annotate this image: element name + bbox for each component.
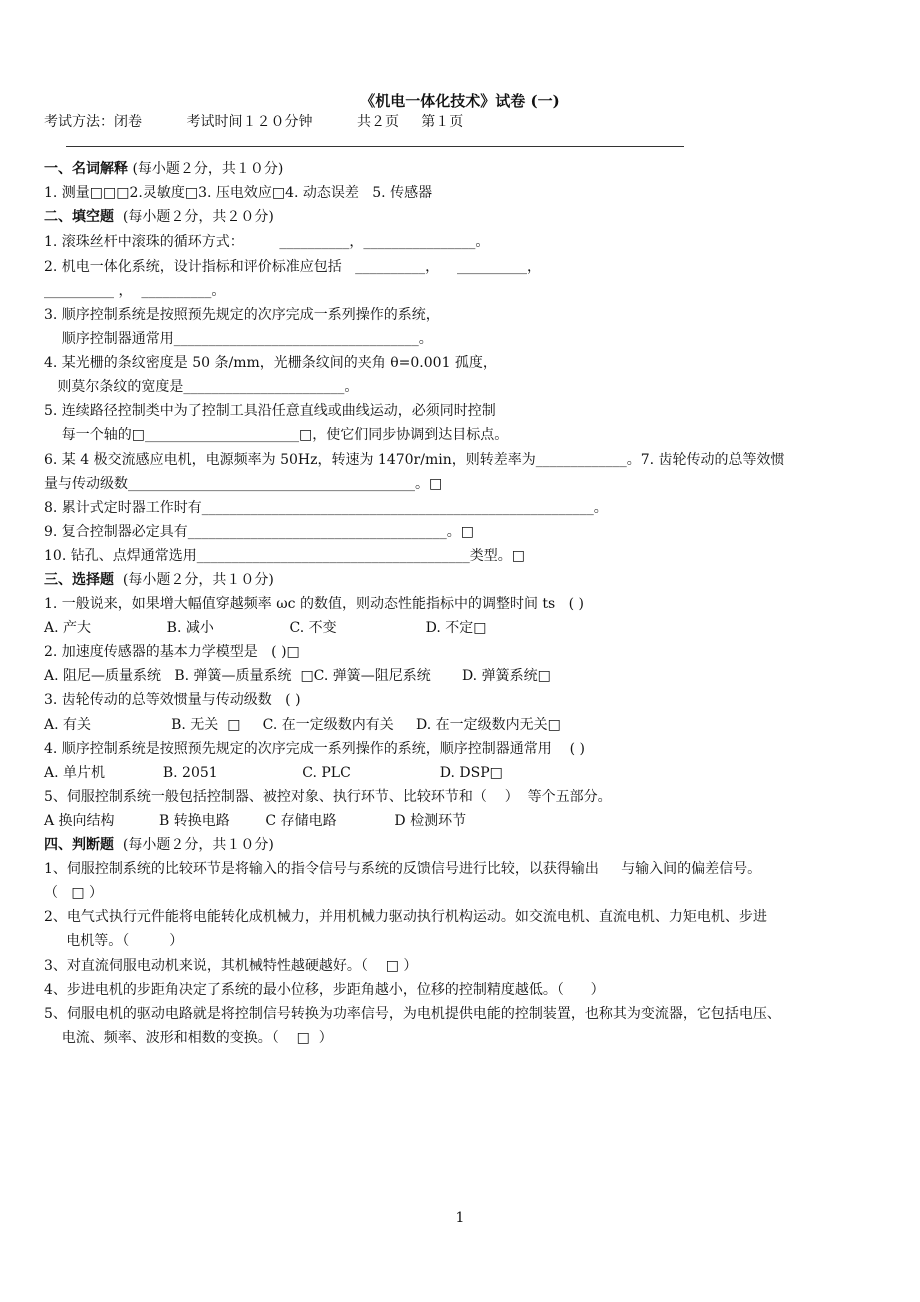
header-divider [66, 146, 684, 147]
section-4-title: 四、判断题 [44, 837, 114, 853]
section-3-title: 三、选择题 [44, 572, 114, 588]
fill-q4-line2: 则莫尔条纹的宽度是_______________________。 [44, 379, 359, 395]
judge-q4: 4、步进电机的步距角决定了系统的最小位移，步距角越小，位移的控制精度越低。（ ） [44, 982, 605, 998]
page-title: 《机电一体化技术》试卷 (一) [360, 92, 560, 110]
choice-q2-options: A. 阻尼—质量系统 B. 弹簧—质量系统 □C. 弹簧—阻尼系统 D. 弹簧系统□ [44, 668, 551, 684]
judge-q2-line1: 2、电气式执行元件能将电能转化成机械力，并用机械力驱动执行机构运动。如交流电机、直流电机、力矩电机、步进 [44, 909, 767, 925]
choice-q5-options: A 换向结构 B 转换电路 C 存储电路 D 检测环节 [44, 813, 467, 829]
fill-q3-line1: 3. 顺序控制系统是按照预先规定的次序完成一系列操作的系统， [44, 307, 440, 323]
fill-q5-line1: 5. 连续路径控制类中为了控制工具沿任意直线或曲线运动，必须同时控制 [44, 403, 496, 419]
section-1-header [44, 160, 283, 178]
fill-q3-line2: 顺序控制器通常用___________________________________。 [44, 331, 433, 347]
judge-q1-line1: 1、伺服控制系统的比较环节是将输入的指令信号与系统的反馈信号进行比较，以获得输出 与输入间的偏差信号。 [44, 861, 762, 877]
choice-q3-options: A. 有关 B. 无关 □ C. 在一定级数内有关 D. 在一定级数内无关□ [44, 717, 561, 733]
section-3-header [44, 571, 274, 589]
choice-q5: 5、伺服控制系统一般包括控制器、被控对象、执行环节、比较环节和（ ） 等个五部分。 [44, 789, 612, 805]
section-1-note: (每小题２分，共１０分) [128, 161, 284, 177]
judge-q1-line2: （ □ ） [44, 885, 104, 901]
judge-q2-line2: 电机等。（ ） [44, 933, 184, 949]
judge-q3: 3、对直流伺服电动机来说，其机械特性越硬越好。（ □ ） [44, 958, 418, 974]
fill-q9: 9. 复合控制器必定具有_____________________________________。□ [44, 524, 475, 540]
judge-q5-line2: 电流、频率、波形和相数的变换。（ □ ） [44, 1030, 333, 1046]
choice-q4-options: A. 单片机 B. 2051 C. PLC D. DSP□ [44, 765, 503, 781]
section-4-note: (每小题２分，共１０分) [114, 837, 274, 853]
choice-q3: 3. 齿轮传动的总等效惯量与传动级数 ( ) [44, 692, 301, 708]
section-2-note: (每小题２分，共２０分) [114, 209, 274, 225]
fill-q5-line2: 每一个轴的□______________________□，使它们同步协调到达目标点。 [44, 427, 509, 443]
fill-q1: 1. 滚珠丝杆中滚珠的循环方式： __________，________________。 [44, 234, 490, 250]
choice-q2: 2. 加速度传感器的基本力学模型是 ( )□ [44, 644, 300, 660]
judge-q5-line1: 5、伺服电机的驱动电路就是将控制信号转换为功率信号，为电机提供电能的控制装置，也称其为变流器，它包括电压、 [44, 1006, 781, 1022]
exam-info: 考试方法：闭卷 考试时间１２０分钟 共２页 第１页 [44, 114, 464, 130]
choice-q1: 1. 一般说来，如果增大幅值穿越频率 ωc 的数值，则动态性能指标中的调整时间 ts ( ) [44, 596, 584, 612]
fill-q2-line1: 2. 机电一体化系统，设计指标和评价标准应包括 __________， __________， [44, 259, 541, 275]
section-1-terms: 1. 测量□□□2.灵敏度□3. 压电效应□4. 动态误差 5. 传感器 [44, 185, 433, 201]
page-number: 1 [455, 1210, 465, 1226]
section-2-header [44, 208, 274, 226]
section-4-header [44, 836, 274, 854]
fill-q6-line2: 量与传动级数_________________________________________。□ [44, 476, 443, 492]
section-2-title: 二、填空题 [44, 209, 114, 225]
fill-q4-line1: 4. 某光栅的条纹密度是 50 条/mm，光栅条纹间的夹角 θ=0.001 孤度， [44, 355, 497, 371]
choice-q1-options: A. 产大 B. 减小 C. 不变 D. 不定□ [44, 620, 487, 636]
fill-q6-line1: 6. 某 4 极交流感应电机，电源频率为 50Hz，转速为 1470r/min，则转差率为_____________。7. 齿轮传动的总等效惯 [44, 452, 785, 468]
section-3-note: (每小题２分，共１０分) [114, 572, 274, 588]
section-1-title: 一、名词解释 [44, 161, 128, 177]
fill-q10: 10. 钻孔、点焊通常选用_______________________________________类型。□ [44, 548, 525, 564]
fill-q8: 8. 累计式定时器工作时有________________________________________________________。 [44, 500, 608, 516]
fill-q2-line2: __________ ， __________。 [44, 283, 226, 299]
choice-q4: 4. 顺序控制系统是按照预先规定的次序完成一系列操作的系统，顺序控制器通常用 ( ) [44, 741, 585, 757]
